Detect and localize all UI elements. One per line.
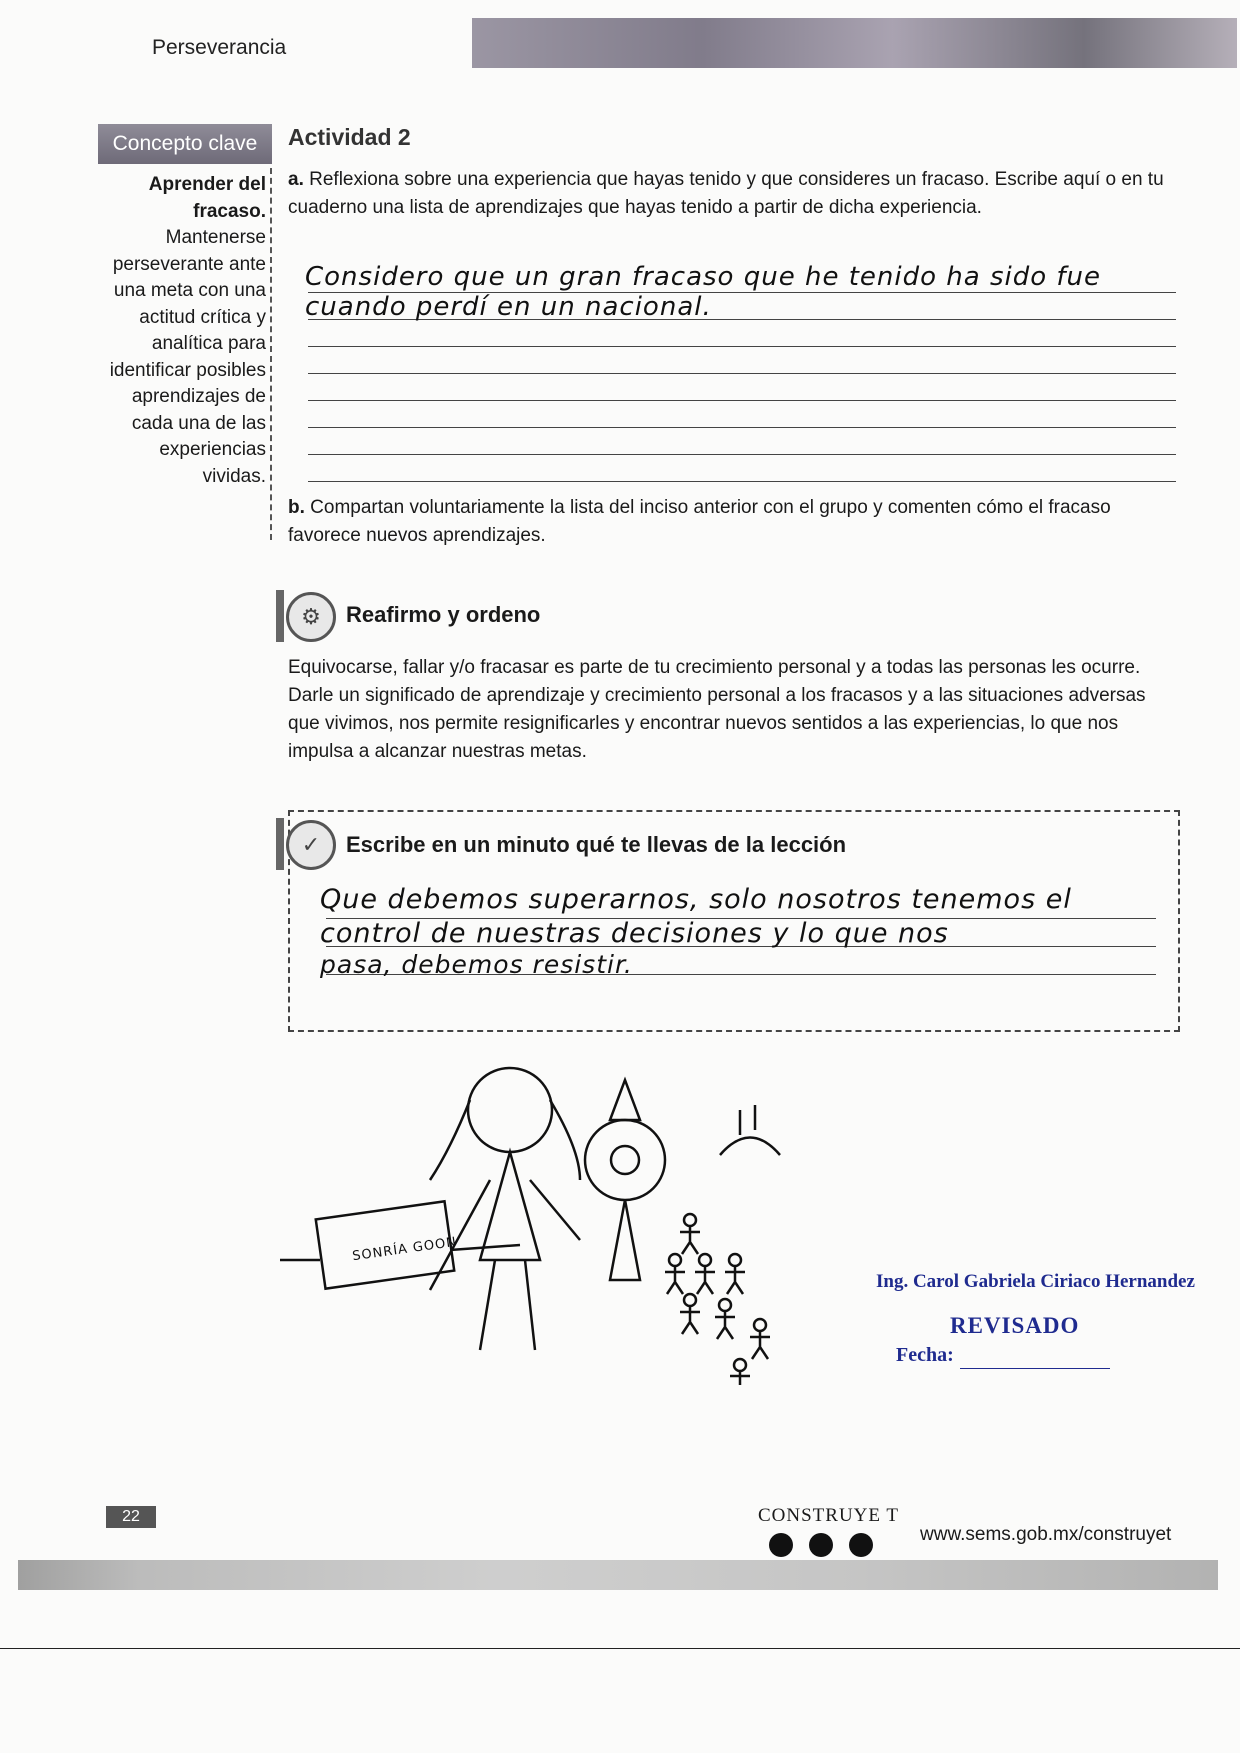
answer-line (308, 454, 1176, 455)
item-b-marker: b. (288, 497, 305, 518)
reafirmo-title: Reafirmo y ordeno (346, 602, 541, 627)
footer-band (18, 1560, 1218, 1590)
construye-t-icons (766, 1530, 886, 1564)
item-b-text: Compartan voluntariamente la lista del inciso anterior con el grupo y comenten cómo el fracaso favorece nuevos aprendizajes. (288, 497, 1111, 546)
doodle-drawing (280, 1060, 820, 1390)
activity-item-a (288, 166, 1178, 222)
concept-sidebar (98, 172, 266, 490)
header-band (472, 18, 1237, 68)
doodle-sign-text: SONRÍA GOON (351, 1234, 458, 1265)
concept-body: Mantenerse perseverante ante una meta con una actitud crítica y analítica para identificar posibles aprendizajes de cada una de las experiencias vividas. (109, 227, 266, 487)
handwritten-answer-minute-1: Que debemos superarnos, solo nosotros tenemos el (320, 884, 1072, 915)
section-bar (276, 590, 284, 642)
answer-line (308, 481, 1176, 482)
concept-tab: Concepto clave (98, 124, 272, 164)
handwritten-answer-a-1: Considero que un gran fracaso que he tenido ha sido fue (305, 262, 1102, 292)
page-edge-line (0, 1648, 1240, 1649)
gear-icon: ⚙ (286, 592, 336, 642)
page-number: 22 (106, 1506, 156, 1528)
item-a-marker: a. (288, 169, 304, 190)
concept-lead: Aprender del fracaso. (148, 174, 266, 222)
section-bar (276, 818, 284, 870)
reafirmo-body: Equivocarse, fallar y/o fracasar es parte de tu crecimiento personal y a todas las personas les ocurre. Darle un significado de aprendizaje y crecimiento personal a los fracasos y a las situaciones adversas que vivimos, nos permite resignificarles y encontrar nuevos sentidos a las experiencias, lo que nos impulsa a alcanzar nuestras metas. (288, 657, 1146, 762)
footer-url: www.sems.gob.mx/construyet (920, 1524, 1172, 1545)
answer-line (308, 400, 1176, 401)
construye-t-logo: CONSTRUYE T (758, 1505, 900, 1526)
answer-line (308, 346, 1176, 347)
answer-line (308, 427, 1176, 428)
handwritten-answer-a-2: cuando perdí en un nacional. (305, 292, 712, 322)
section-header-title: Perseverancia (152, 36, 287, 59)
stamp-date-line (960, 1368, 1110, 1369)
answer-line (308, 373, 1176, 374)
reviewer-stamp-date-label: Fecha: (896, 1344, 954, 1366)
item-a-text: Reflexiona sobre una experiencia que hayas tenido y que consideres un fracaso. Escribe aquí o en tu cuaderno una lista de aprendizajes que hayas tenido a partir de dicha experiencia. (288, 169, 1164, 218)
activity-title: Actividad 2 (288, 124, 411, 150)
checkmark-icon: ✓ (286, 820, 336, 870)
minute-title: Escribe en un minuto qué te llevas de la lección (346, 832, 847, 857)
reviewer-stamp-name: Ing. Carol Gabriela Ciriaco Hernandez (876, 1271, 1195, 1292)
concept-divider (270, 168, 272, 540)
handwritten-answer-minute-2: control de nuestras decisiones y lo que nos (320, 918, 949, 949)
reviewer-stamp-status: REVISADO (950, 1313, 1080, 1338)
activity-item-b (288, 494, 1178, 550)
handwritten-answer-minute-3: pasa, debemos resistir. (320, 950, 633, 979)
